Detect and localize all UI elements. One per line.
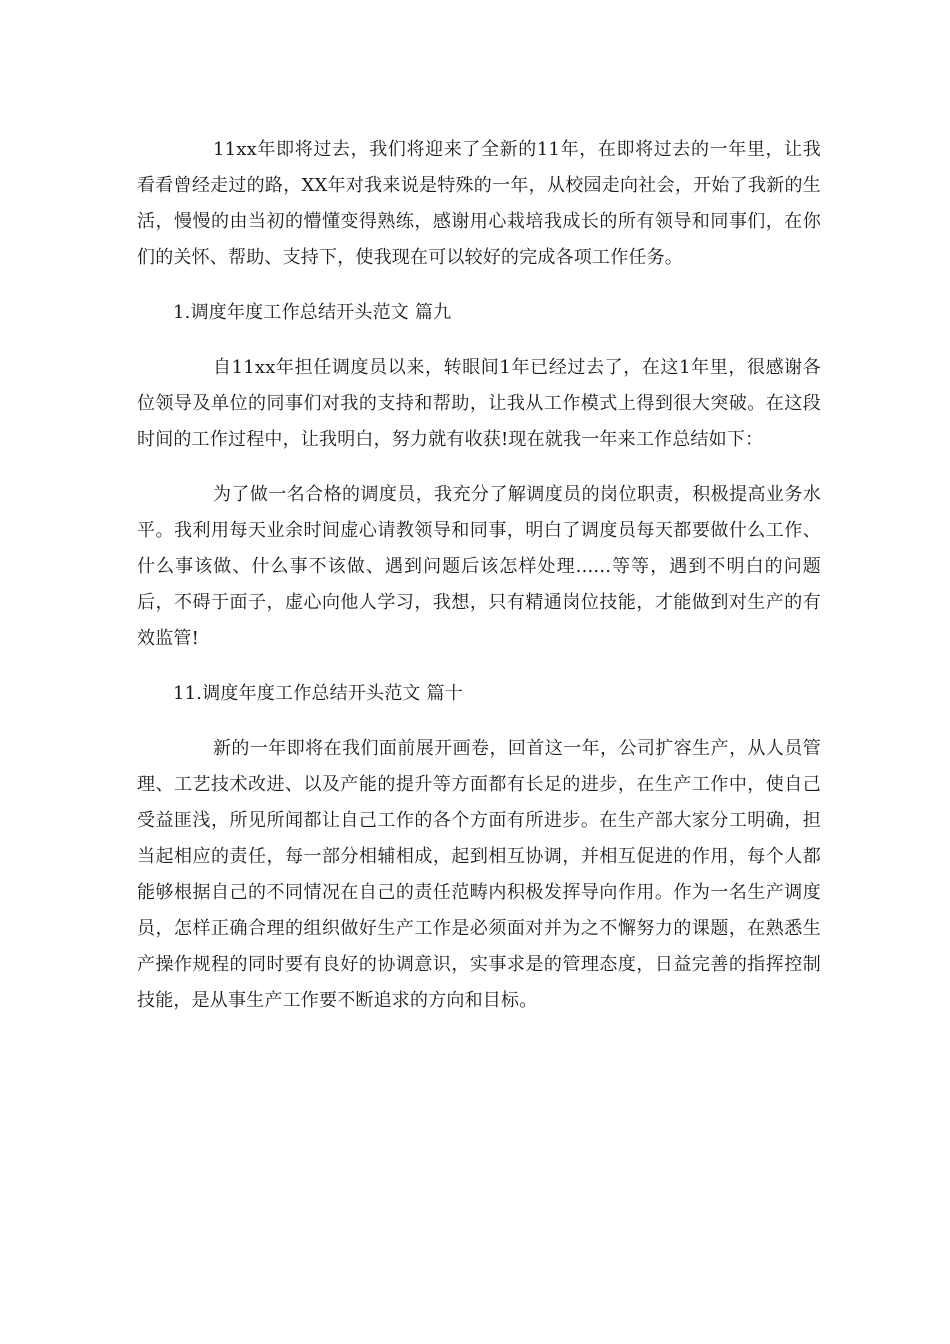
- document-body: [137, 132, 821, 1019]
- paragraph-section-9-b: 为了做一名合格的调度员，我充分了解调度员的岗位职责，积极提高业务水平。我利用每天业余时间虚心请教领导和同事，明白了调度员每天都要做什么工作、什么事该做、什么事不该做、遇到问题后该怎样处理......等等，遇到不明白的问题后，不碍于面子，虚心向他人学习，我想，只有精通岗位技能，才能做到对生产的有效监管!: [137, 484, 821, 649]
- section-heading-9: 1.调度年度工作总结开头范文 篇九: [173, 302, 452, 323]
- paragraph-section-10: 新的一年即将在我们面前展开画卷，回首这一年，公司扩容生产，从人员管理、工艺技术改进、以及产能的提升等方面都有长足的进步，在生产工作中，使自己受益匪浅，所见所闻都让自己工作的各个方面有所进步。在生产部大家分工明确，担当起相应的责任，每一部分相辅相成，起到相互协调，并相互促进的作用，每个人都能够根据自己的不同情况在自己的责任范畴内积极发挥导向作用。作为一名生产调度员，怎样正确合理的组织做好生产工作是必须面对并为之不懈努力的课题，在熟悉生产操作规程的同时要有良好的协调意识，实事求是的管理态度，日益完善的指挥控制技能，是从事生产工作要不断追求的方向和目标。: [137, 738, 821, 1011]
- section-heading-10: 11.调度年度工作总结开头范文 篇十: [173, 683, 463, 704]
- paragraph-intro: 11xx年即将过去，我们将迎来了全新的11年，在即将过去的一年里，让我看看曾经走过的路，XX年对我来说是特殊的一年，从校园走向社会，开始了我新的生活，慢慢的由当初的懵懂变得熟练，感谢用心栽培我成长的所有领导和同事们，在你们的关怀、帮助、支持下，使我现在可以较好的完成各项工作任务。: [137, 139, 821, 268]
- paragraph-section-9-a: 自11xx年担任调度员以来，转眼间1年已经过去了，在这1年里，很感谢各位领导及单位的同事们对我的支持和帮助，让我从工作模式上得到很大突破。在这段时间的工作过程中，让我明白，努力就有收获!现在就我一年来工作总结如下：: [137, 357, 821, 450]
